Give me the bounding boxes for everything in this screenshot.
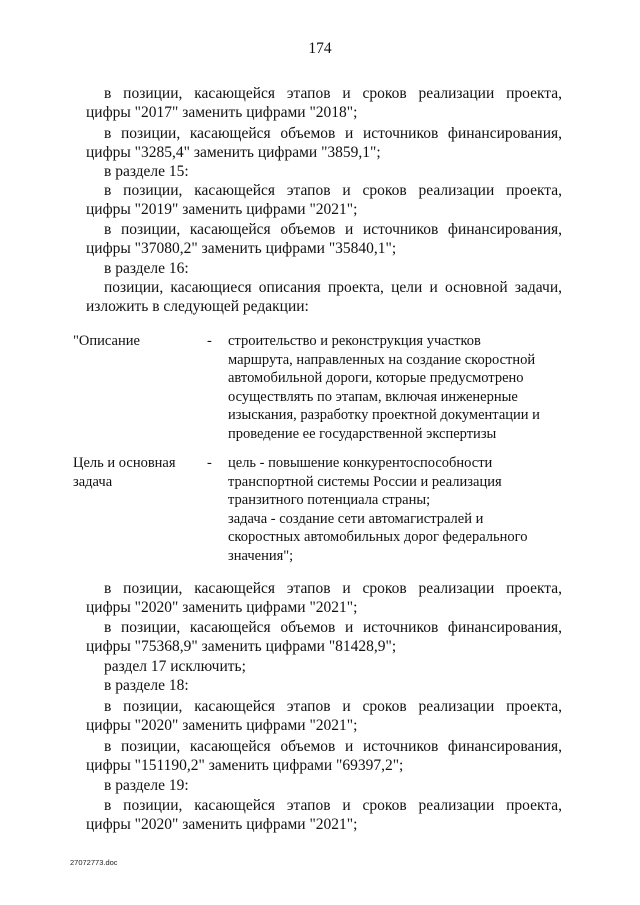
text-line: цифры "37080,2" заменить цифрами "35840,1"; bbox=[86, 240, 397, 257]
text-line: в позиции, касающейся этапов и сроков реализации проекта, bbox=[104, 580, 562, 597]
page-number: 174 bbox=[308, 40, 332, 57]
text-line: в позиции, касающейся этапов и сроков реализации проекта, bbox=[104, 797, 562, 814]
table-label: Цель и основная задача bbox=[73, 455, 176, 490]
text-line: цифры "2019" заменить цифрами "2021"; bbox=[86, 201, 358, 218]
text-line: цифры "2020" заменить цифрами "2021"; bbox=[86, 717, 358, 734]
text-line: в позиции, касающейся объемов и источников финансирования, bbox=[104, 221, 562, 238]
footer-filename: 27072773.doc bbox=[70, 858, 118, 867]
text-line: цифры "151190,2" заменить цифрами "69397,2"; bbox=[86, 757, 404, 774]
text-line: раздел 17 исключить; bbox=[104, 658, 246, 675]
text-line: в позиции, касающейся этапов и сроков реализации проекта, bbox=[104, 698, 562, 715]
text-line: в разделе 15: bbox=[104, 163, 189, 180]
text-line: изложить в следующей редакции: bbox=[86, 298, 309, 315]
table-dash: - bbox=[207, 333, 212, 349]
table-value: строительство и реконструкция участков маршрута, направленных на создание скоростной автомобильной дороги, которые предусмотрено осуществлять по этапам, включая инженерные изыскания, разработку проектной документации и проведение ее государственной экспертизы bbox=[228, 333, 540, 442]
text-line: в разделе 19: bbox=[104, 777, 189, 794]
text-line: цифры "75368,9" заменить цифрами "81428,9"; bbox=[86, 638, 397, 655]
text-line: в позиции, касающейся объемов и источников финансирования, bbox=[104, 738, 562, 755]
table-label: "Описание bbox=[73, 333, 140, 349]
text-line: цифры "2020" заменить цифрами "2021"; bbox=[86, 599, 358, 616]
text-line: цифры "2017" заменить цифрами "2018"; bbox=[86, 104, 358, 121]
text-line: в позиции, касающейся объемов и источников финансирования, bbox=[104, 619, 562, 636]
text-line: в позиции, касающейся этапов и сроков реализации проекта, bbox=[104, 182, 562, 199]
text-line: позиции, касающиеся описания проекта, цели и основной задачи, bbox=[104, 279, 562, 296]
text-line: в разделе 18: bbox=[104, 677, 189, 694]
table-dash: - bbox=[207, 455, 212, 471]
table-value: цель - повышение конкурентоспособности транспортной системы России и реализация транзитного потенциала страны; задача - создание сети автомагистралей и скоростных автомобильных дорог федерального значения"; bbox=[228, 455, 528, 564]
text-line: в позиции, касающейся этапов и сроков реализации проекта, bbox=[104, 85, 562, 102]
text-line: в позиции, касающейся объемов и источников финансирования, bbox=[104, 125, 562, 142]
text-line: цифры "2020" заменить цифрами "2021"; bbox=[86, 816, 358, 833]
text-line: цифры "3285,4" заменить цифрами "3859,1"; bbox=[86, 144, 381, 161]
text-line: в разделе 16: bbox=[104, 260, 189, 277]
